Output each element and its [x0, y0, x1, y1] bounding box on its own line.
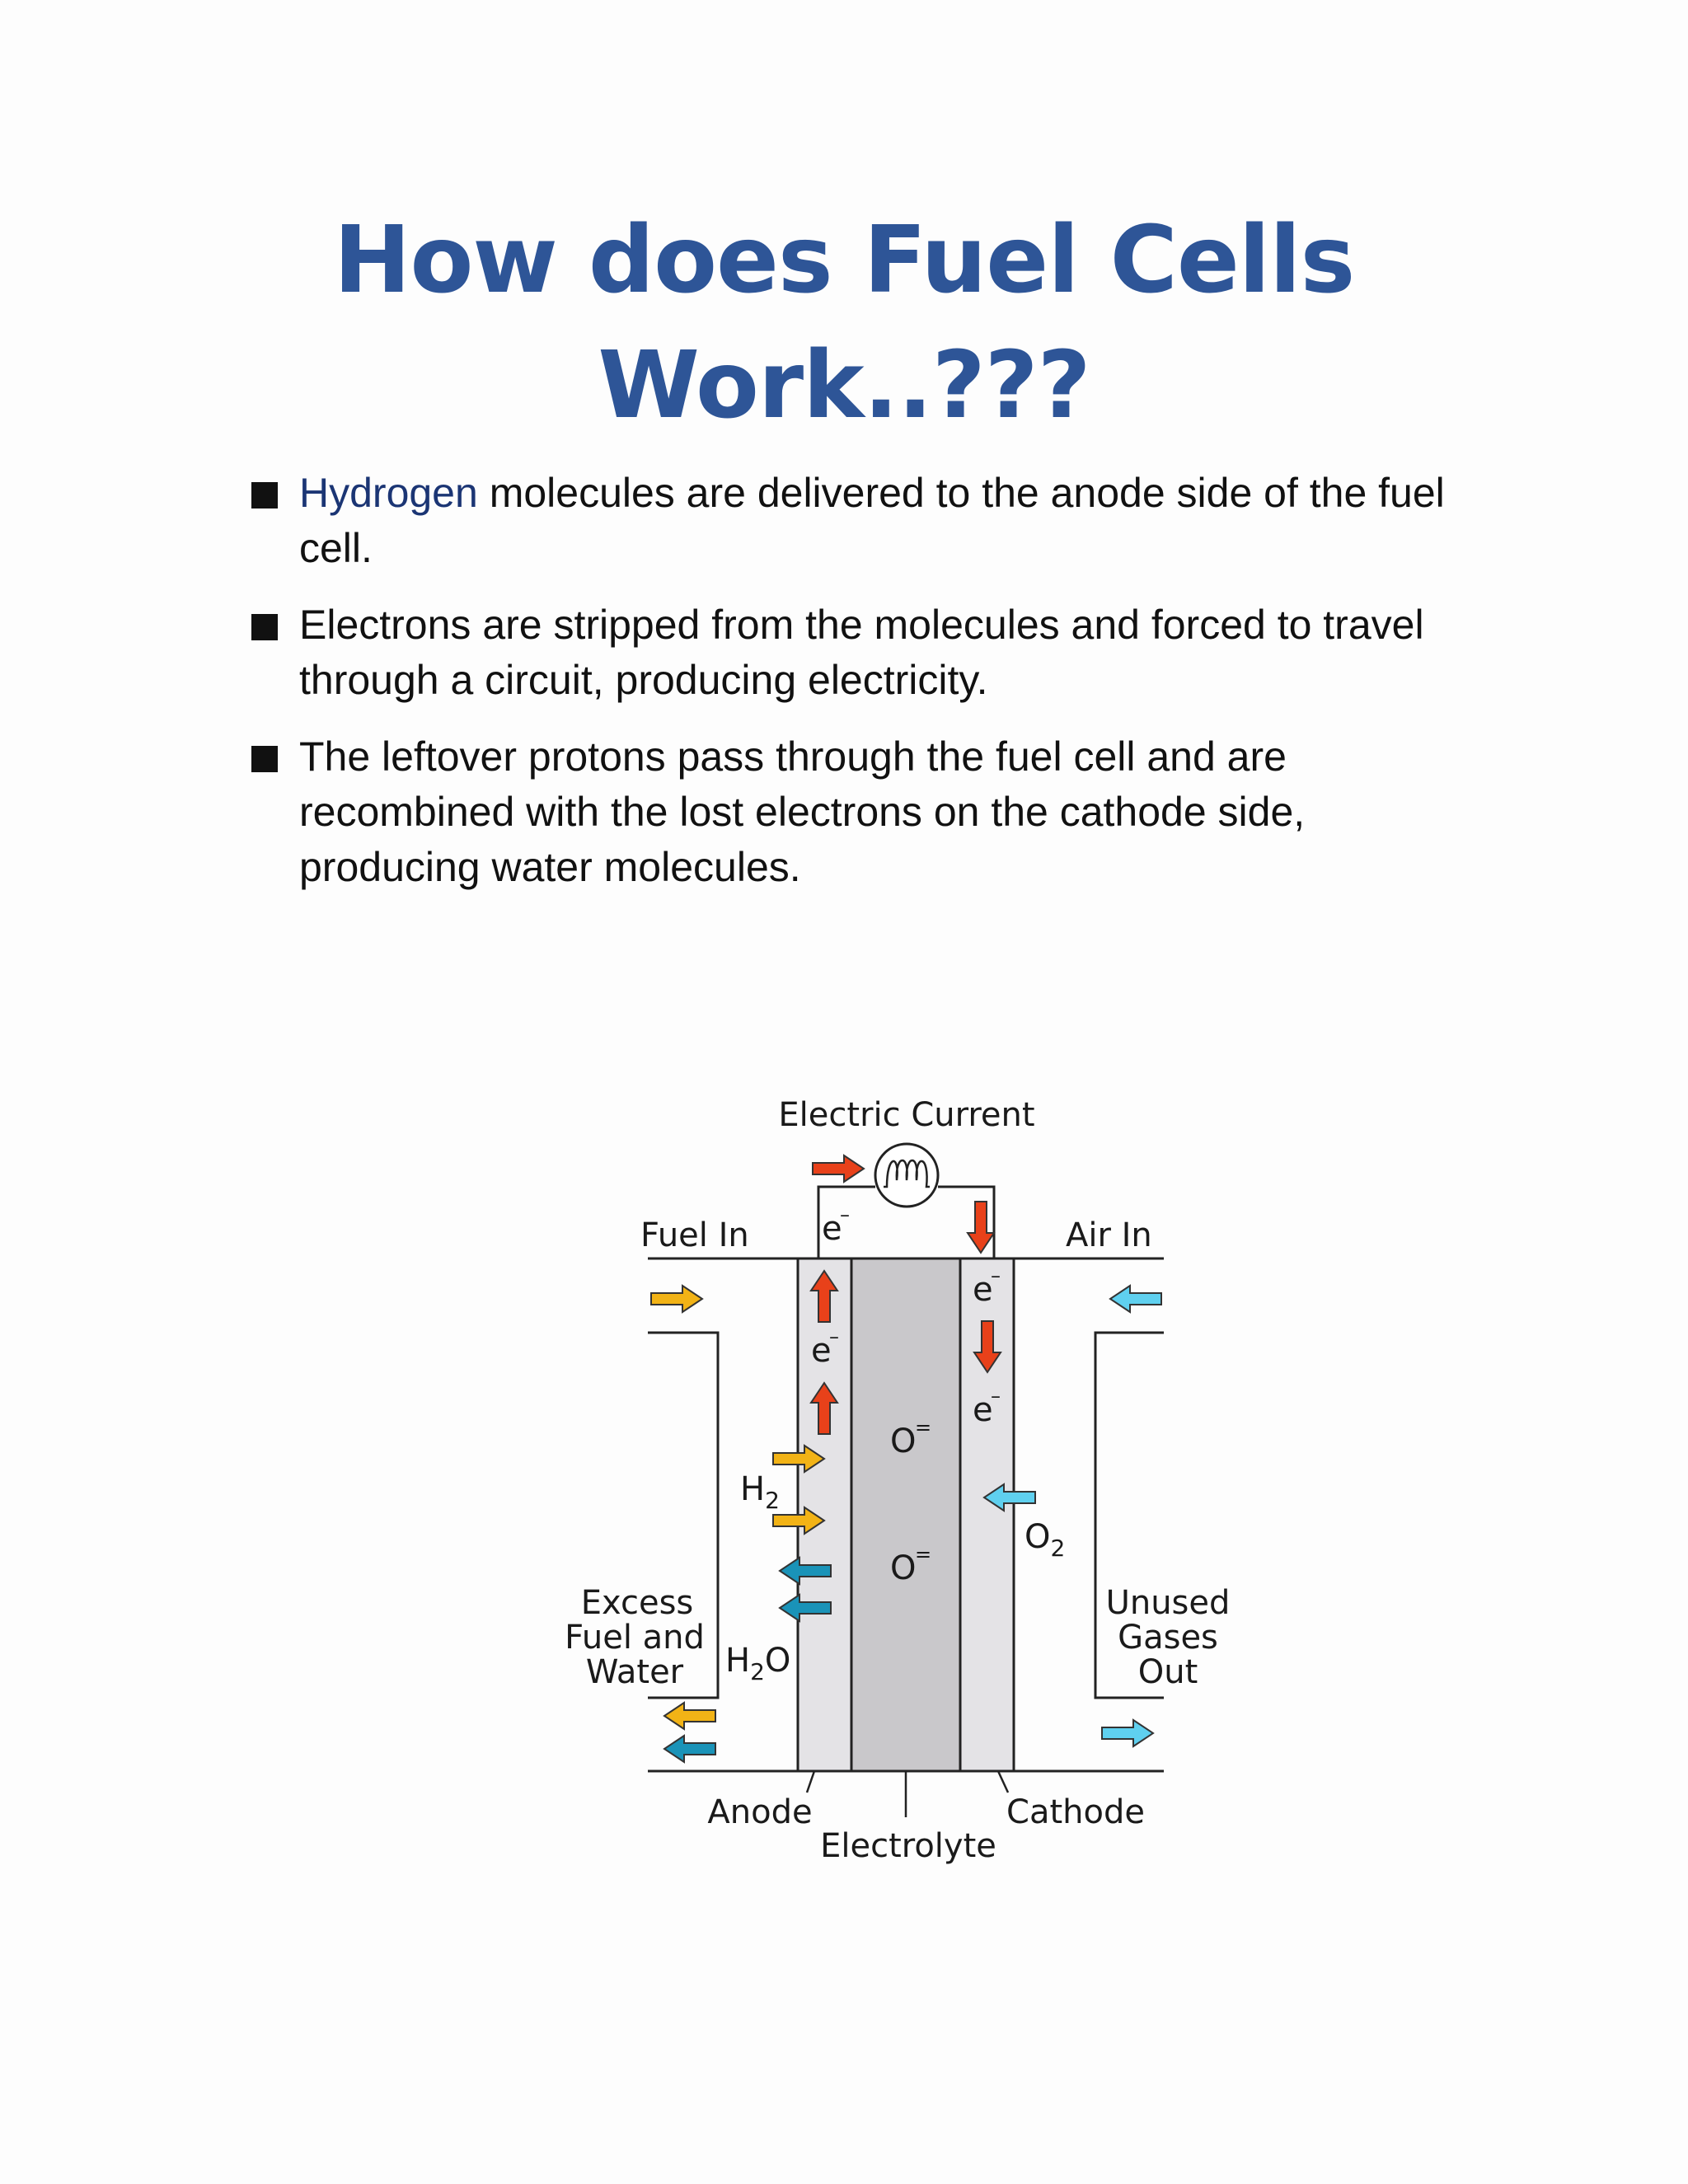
- bullet-text: Electrons are stripped from the molecules and forced to travel through a circuit, producing electricity.: [299, 602, 1424, 703]
- electron-arrow-right-icon: [813, 1155, 864, 1182]
- electric-current-label: Electric Current: [778, 1096, 1035, 1134]
- fuel-in-label: Fuel In: [640, 1216, 749, 1254]
- excess-fuel-label-line1: Excess: [580, 1584, 694, 1622]
- fuel-in-arrow-icon: [651, 1286, 702, 1312]
- unused-gases-label-line1: Unused: [1105, 1584, 1231, 1622]
- oxide-ion-label: O: [890, 1422, 917, 1460]
- fuel-out-arrow-icon: [664, 1703, 715, 1729]
- page-title-line1: How does Fuel Cells: [333, 207, 1355, 314]
- unused-gases-label-line3: Out: [1137, 1653, 1198, 1691]
- electron-charge: –: [991, 1264, 1001, 1287]
- electron-label: e: [973, 1271, 993, 1309]
- electron-arrow-down-icon: [968, 1202, 994, 1253]
- unused-gases-label-line2: Gases: [1118, 1619, 1218, 1657]
- oxide-ion-charge: =: [915, 1416, 932, 1439]
- electrolyte-layer: [851, 1258, 960, 1771]
- electron-label: e: [822, 1210, 842, 1248]
- cathode-label: Cathode: [1006, 1793, 1145, 1831]
- anode-label: Anode: [707, 1793, 813, 1831]
- water-out-arrow-icon: [664, 1736, 715, 1762]
- electron-charge: –: [991, 1385, 1001, 1408]
- page-title-line2: Work..???: [598, 332, 1090, 439]
- air-channel-walls: [1014, 1258, 1164, 1771]
- air-in-arrow-icon: [1110, 1286, 1161, 1312]
- electron-charge: –: [840, 1203, 850, 1226]
- excess-fuel-label-line2: Fuel and: [565, 1619, 705, 1657]
- air-in-label: Air In: [1066, 1216, 1152, 1254]
- oxide-ion-charge: =: [915, 1543, 932, 1566]
- electron-charge: –: [829, 1325, 839, 1348]
- label-leader-lines: [807, 1771, 1008, 1817]
- h2-label: $H_2$: [740, 1470, 780, 1514]
- unused-gas-arrow-icon: [1102, 1720, 1153, 1746]
- h2o-label: $H_2O$: [725, 1642, 791, 1685]
- bullet-text: molecules are delivered to the anode side of the fuel cell.: [299, 470, 1445, 571]
- electron-label: e: [811, 1332, 832, 1370]
- excess-fuel-label-line3: Water: [585, 1653, 684, 1691]
- electrolyte-label: Electrolyte: [820, 1827, 996, 1865]
- o2-label: $O_2$: [1025, 1518, 1066, 1562]
- bullet-highlight: Hydrogen: [299, 470, 478, 516]
- bullet-text: The leftover protons pass through the fuel cell and are recombined with the lost electrons on the cathode side, producing water molecules.: [299, 733, 1306, 890]
- electron-label: e: [973, 1391, 993, 1429]
- lightbulb-icon: [875, 1144, 938, 1207]
- oxide-ion-label: O: [890, 1549, 917, 1587]
